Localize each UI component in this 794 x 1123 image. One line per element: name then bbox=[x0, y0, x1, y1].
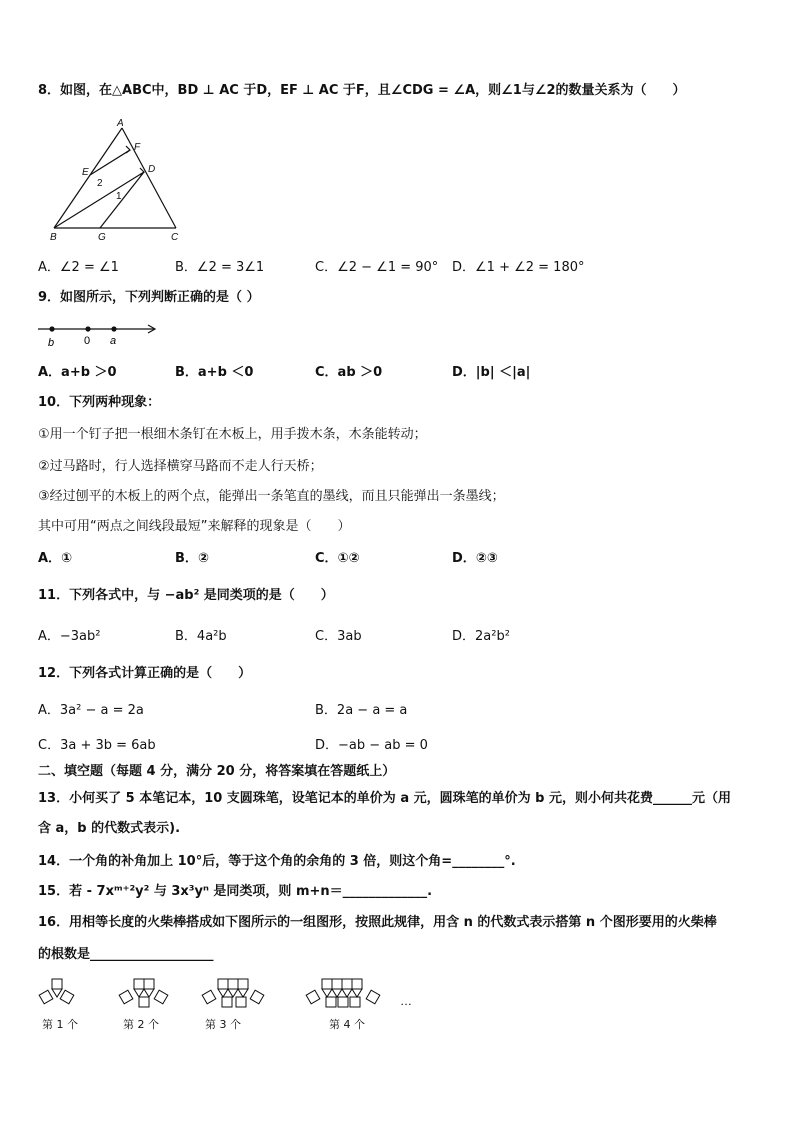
q10-stem: 10．下列两种现象： bbox=[38, 395, 161, 410]
q10-question: 其中可用“两点之间线段最短”来解释的现象是（ ） bbox=[38, 519, 351, 534]
q12-option-d: D．−ab − ab = 0 bbox=[315, 738, 428, 753]
q8-option-a: A．∠2 = ∠1 bbox=[38, 260, 119, 275]
label-E: E bbox=[82, 167, 89, 178]
q9-option-a: A．a+b ＞0 bbox=[38, 365, 117, 380]
caption-figure-4: 第 4 个 bbox=[329, 1018, 365, 1031]
triangle-figure bbox=[44, 116, 194, 246]
q11-option-b: B．4a²b bbox=[175, 629, 227, 644]
q10-option-d: D．②③ bbox=[452, 551, 498, 566]
q10-item-3: ③经过刨平的木板上的两个点，能弹出一条笔直的墨线，而且只能弹出一条墨线； bbox=[38, 489, 505, 504]
number-line bbox=[38, 320, 162, 350]
q9-stem: 9．如图所示，下列判断正确的是（ ） bbox=[38, 290, 260, 305]
q14-stem: 14．一个角的补角加上 10°后，等于这个角的余角的 3 倍，则这个角=________°. bbox=[38, 854, 516, 869]
q11-option-d: D．2a²b² bbox=[452, 629, 510, 644]
label-G: G bbox=[98, 232, 106, 243]
axis-label-b: b bbox=[48, 337, 55, 349]
caption-figure-2: 第 2 个 bbox=[123, 1018, 159, 1031]
caption-figure-3: 第 3 个 bbox=[205, 1018, 241, 1031]
q12-option-a: A．3a² − a = 2a bbox=[38, 703, 144, 718]
q15-stem: 15．若 - 7xᵐ⁺²y² 与 3x³yⁿ 是同类项，则 m+n＝_____________. bbox=[38, 884, 433, 899]
axis-label-a: a bbox=[110, 335, 117, 347]
q12-option-c: C．3a + 3b = 6ab bbox=[38, 738, 156, 753]
q8-option-c: C．∠2 − ∠1 = 90° bbox=[315, 260, 439, 275]
q9-option-b: B．a+b ＜0 bbox=[175, 365, 254, 380]
caption-figure-1: 第 1 个 bbox=[42, 1018, 78, 1031]
q10-option-a: A．① bbox=[38, 551, 73, 566]
label-B: B bbox=[50, 232, 57, 243]
q8-option-d: D．∠1 + ∠2 = 180° bbox=[452, 260, 585, 275]
ellipsis: … bbox=[400, 994, 412, 1008]
section-heading: 二、填空题（每题 4 分，满分 20 分，将答案填在答题纸上） bbox=[38, 764, 396, 779]
label-A: A bbox=[117, 118, 124, 129]
q10-item-1: ①用一个钉子把一根细木条钉在木板上，用手拨木条，木条能转动； bbox=[38, 427, 427, 442]
q11-stem: 11．下列各式中，与 −ab² 是同类项的是（ ） bbox=[38, 588, 334, 603]
axis-label-0: 0 bbox=[84, 335, 91, 347]
q12-stem: 12．下列各式计算正确的是（ ） bbox=[38, 666, 252, 681]
matchstick-figures bbox=[38, 972, 438, 1022]
q11-option-a: A．−3ab² bbox=[38, 629, 101, 644]
q10-option-b: B．② bbox=[175, 551, 209, 566]
q8-option-b: B．∠2 = 3∠1 bbox=[175, 260, 265, 275]
label-D: D bbox=[148, 164, 156, 175]
q11-option-c: C．3ab bbox=[315, 629, 362, 644]
q10-option-c: C．①② bbox=[315, 551, 360, 566]
q16-line-1: 16．用相等长度的火柴棒搭成如下图所示的一组图形，按照此规律，用含 n 的代数式表示搭第 n 个图形要用的火柴棒 bbox=[38, 915, 717, 930]
q9-option-c: C．ab ＞0 bbox=[315, 365, 383, 380]
label-F: F bbox=[134, 142, 141, 153]
label-C: C bbox=[171, 232, 179, 243]
q9-option-d: D．|b| ＜|a| bbox=[452, 365, 531, 380]
q13-line-2: 含 a，b 的代数式表示). bbox=[38, 821, 181, 836]
label-angle-1: 1 bbox=[116, 191, 122, 202]
label-angle-2: 2 bbox=[97, 178, 103, 189]
q16-line-2: 的根数是___________________ bbox=[38, 947, 214, 962]
q10-item-2: ②过马路时，行人选择横穿马路而不走人行天桥； bbox=[38, 459, 323, 474]
q12-option-b: B．2a − a = a bbox=[315, 703, 408, 718]
q8-stem: 8．如图，在△ABC中，BD ⊥ AC 于D，EF ⊥ AC 于F，且∠CDG = ∠A，则∠1与∠2的数量关系为（ ） bbox=[38, 83, 686, 98]
q13-line-1: 13．小何买了 5 本笔记本，10 支圆珠笔，设笔记本的单价为 a 元，圆珠笔的单价为 b 元，则小何共花费______元（用 bbox=[38, 791, 731, 806]
